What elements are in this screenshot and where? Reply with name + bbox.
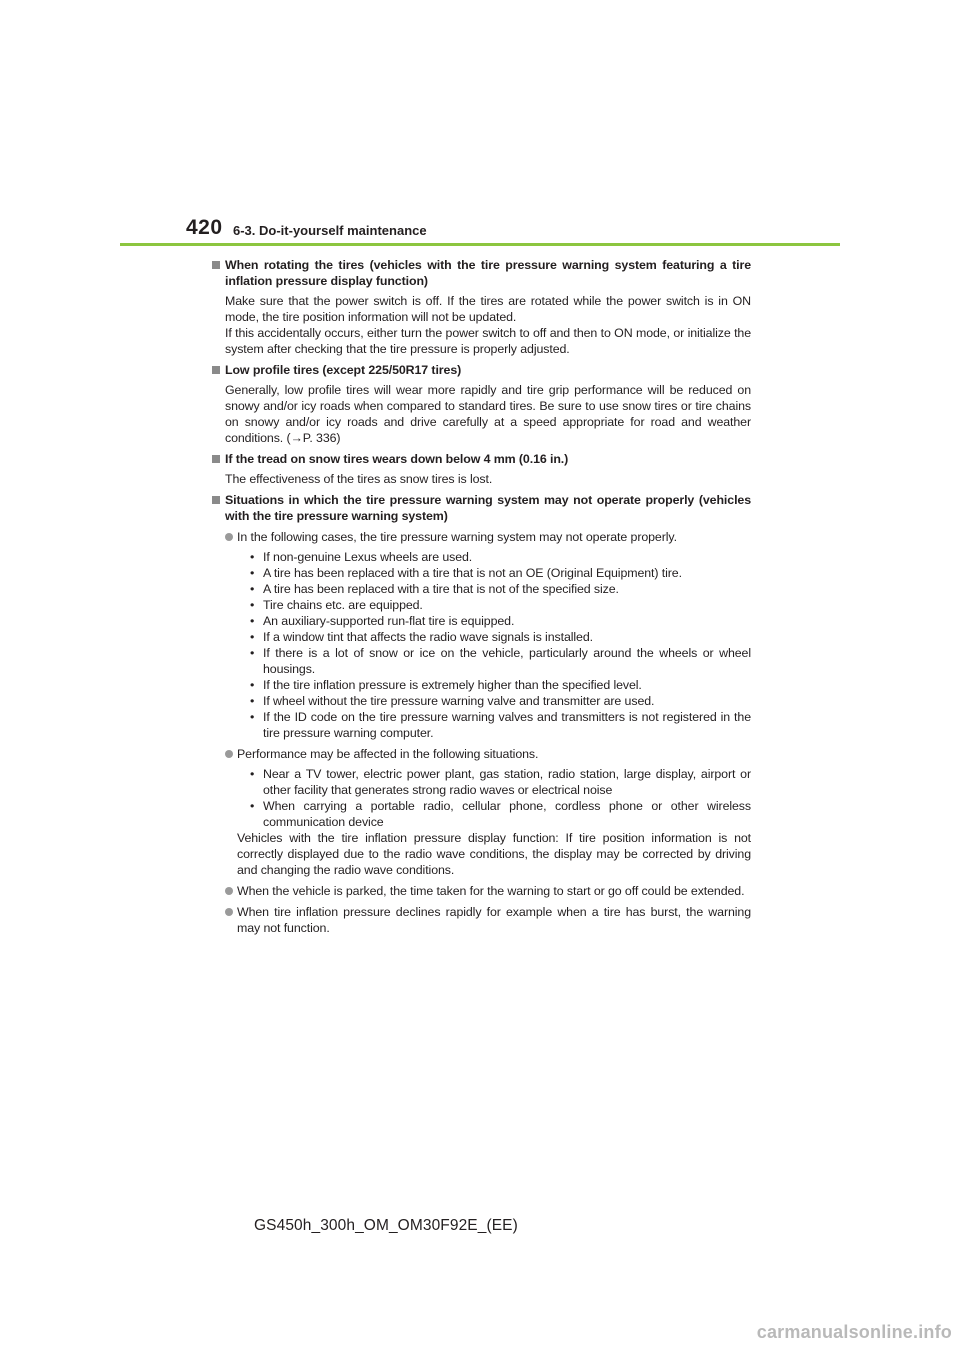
item-text: In the following cases, the tire pressure warning system may not operate properly. [237,530,677,544]
square-bullet-icon [212,496,220,504]
circle-list-item [225,529,751,741]
bullet-text: If the tire inflation pressure is extremely higher than the specified level. [263,678,642,692]
topic-heading: Situations in which the tire pressure warning system may not operate properly (vehicles with the tire pressure warning system) [225,493,751,523]
bullet-item [237,677,751,693]
bullet-text: If wheel without the tire pressure warning valve and transmitter are used. [263,694,655,708]
topic-heading: Low profile tires (except 225/50R17 tires) [225,363,462,377]
item-text: When the vehicle is parked, the time taken for the warning to start or go off could be extended. [237,884,745,898]
body-paragraph: Make sure that the power switch is off. If the tires are rotated while the power switch is in ON mode, the tire position information will not be updated. [225,294,751,324]
header-divider [120,243,840,246]
bullet-text: If a window tint that affects the radio wave signals is installed. [263,630,593,644]
bullet-item [237,629,751,645]
circle-bullet-icon [225,750,233,758]
circle-list-item [225,746,751,878]
body-paragraph: If this accidentally occurs, either turn the power switch to off and then to ON mode, or initialize the system after checking that the tire pressure is properly adjusted. [225,326,751,356]
page-number: 420 [186,216,223,239]
circle-list-item [225,883,751,899]
circle-bullet-icon [225,533,233,541]
body-paragraph: Generally, low profile tires will wear more rapidly and tire grip performance will be reduced on snowy and/or icy roads when compared to standard tires. Be sure to use snow tires or tire chains on snowy and/or icy roads and drive carefully at a speed appropriate for road and weather conditions. (→P. 336) [225,383,751,445]
bullet-item [237,597,751,613]
bullet-text: A tire has been replaced with a tire that is not an OE (Original Equipment) tire. [263,566,682,580]
dot-bullet-icon: • [250,694,255,708]
bullet-item [237,581,751,597]
item-text: When tire inflation pressure declines rapidly for example when a tire has burst, the warning may not function. [237,905,751,935]
item-note: Vehicles with the tire inflation pressure display function: If tire position information is not correctly displayed due to the radio wave conditions, the display may be corrected by driving and changing the radio wave conditions. [237,831,751,877]
dot-bullet-icon: • [250,630,255,644]
bullet-item [237,693,751,709]
topic-body [225,382,751,446]
dot-bullet-icon: • [250,566,255,580]
topic-body [225,293,751,357]
dot-bullet-icon: • [250,767,255,781]
topic-body [225,471,751,487]
topic-snow-tire-tread [211,451,751,487]
bullet-list [237,549,751,741]
bullet-item [237,565,751,581]
bullet-text: When carrying a portable radio, cellular phone, cordless phone or other wireless communication device [263,799,751,829]
square-bullet-icon [212,261,220,269]
bullet-item [237,613,751,629]
dot-bullet-icon: • [250,582,255,596]
bullet-item [237,766,751,798]
bullet-text: Near a TV tower, electric power plant, gas station, radio station, large display, airport or other facility that generates strong radio waves or electrical noise [263,767,751,797]
square-bullet-icon [212,455,220,463]
bullet-item [237,645,751,677]
topic-tire-rotation [211,257,751,357]
topic-heading: When rotating the tires (vehicles with the tire pressure warning system featuring a tire inflation pressure display function) [225,258,751,288]
bullet-item [237,549,751,565]
dot-bullet-icon: • [250,710,255,724]
bullet-list [237,766,751,830]
section-title: 6-3. Do-it-yourself maintenance [233,223,427,238]
topic-heading: If the tread on snow tires wears down below 4 mm (0.16 in.) [225,452,569,466]
manual-code-footer: GS450h_300h_OM_OM30F92E_(EE) [254,1217,518,1234]
bullet-text: An auxiliary-supported run-flat tire is equipped. [263,614,515,628]
dot-bullet-icon: • [250,614,255,628]
bullet-item [237,798,751,830]
bullet-text: Tire chains etc. are equipped. [263,598,423,612]
item-text: Performance may be affected in the following situations. [237,747,539,761]
site-watermark: carmanualsonline.info [756,1322,952,1342]
bullet-text: If there is a lot of snow or ice on the vehicle, particularly around the wheels or wheel housings. [263,646,751,676]
dot-bullet-icon: • [250,646,255,660]
bullet-item [237,709,751,741]
body-paragraph: The effectiveness of the tires as snow tires is lost. [225,472,493,486]
dot-bullet-icon: • [250,799,255,813]
circle-bullet-icon [225,908,233,916]
page-content [211,257,751,936]
topic-tpws-limitations [211,492,751,936]
square-bullet-icon [212,366,220,374]
bullet-text: If non-genuine Lexus wheels are used. [263,550,473,564]
topic-low-profile-tires [211,362,751,446]
dot-bullet-icon: • [250,550,255,564]
circle-bullet-icon [225,887,233,895]
bullet-text: If the ID code on the tire pressure warning valves and transmitters is not registered in the tire pressure warning computer. [263,710,751,740]
bullet-text: A tire has been replaced with a tire that is not of the specified size. [263,582,619,596]
circle-list-item [225,904,751,936]
dot-bullet-icon: • [250,598,255,612]
dot-bullet-icon: • [250,678,255,692]
